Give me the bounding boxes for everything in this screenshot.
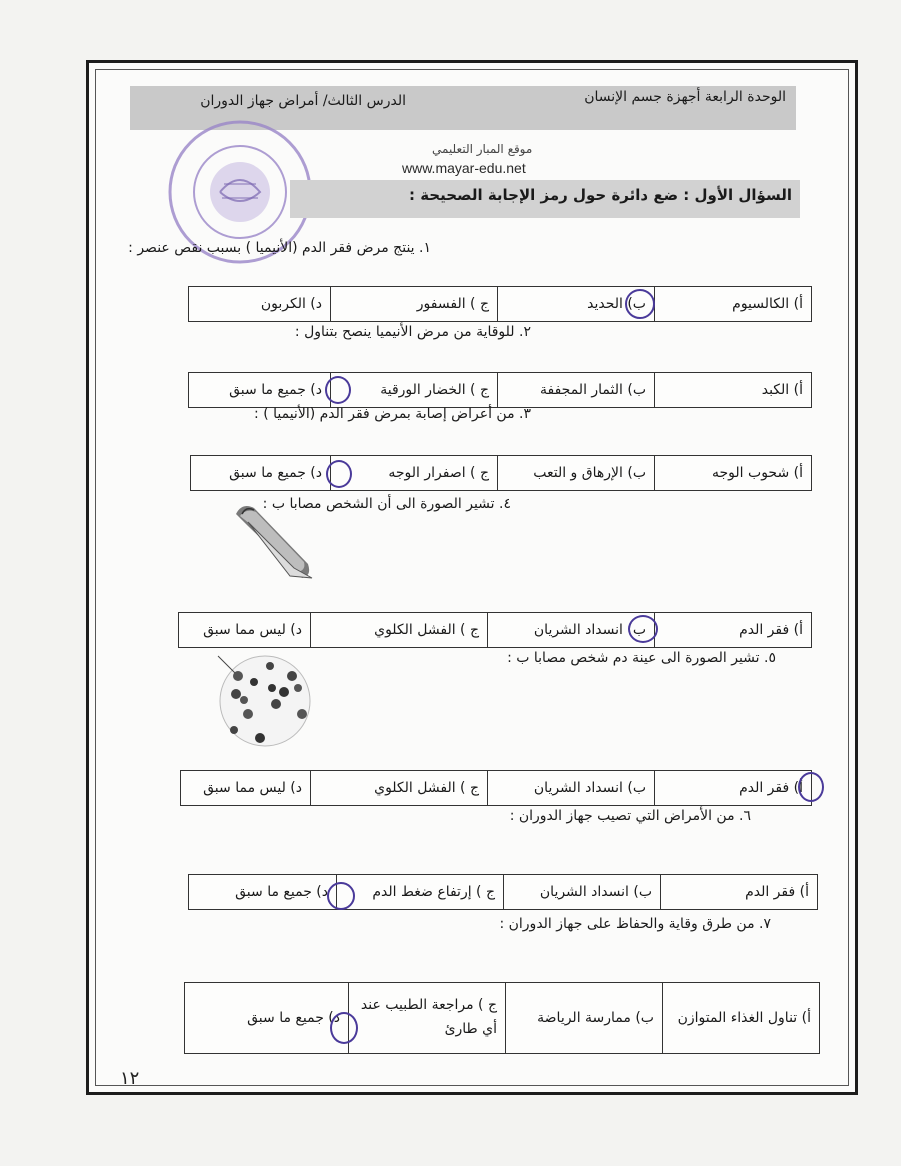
q5-option-d[interactable]: د) ليس مما سبق bbox=[181, 771, 311, 806]
section-title: السؤال الأول : ضع دائرة حول رمز الإجابة الصحيحة : bbox=[408, 186, 792, 204]
question-6: ٦. من الأمراض التي تصيب جهاز الدوران : bbox=[509, 808, 751, 824]
site-name-arabic: موقع المبار التعليمي bbox=[432, 142, 533, 156]
q4-option-a[interactable]: أ) فقر الدم bbox=[655, 613, 812, 648]
q7-option-d[interactable]: د) جميع ما سبق bbox=[185, 983, 349, 1054]
site-url[interactable]: www.mayar-edu.net bbox=[402, 160, 526, 176]
q2-option-c[interactable]: ج ) الخضار الورقية bbox=[331, 373, 498, 408]
question-3: ٣. من أعراض إصابة بمرض فقر الدم (الأنيميا ) : bbox=[254, 406, 531, 422]
q3-option-c[interactable]: ج ) اصفرار الوجه bbox=[331, 456, 498, 491]
q7-option-b[interactable]: ب) ممارسة الرياضة bbox=[506, 983, 663, 1054]
q6-option-c[interactable]: ج ) إرتفاع ضغط الدم bbox=[337, 875, 504, 910]
q5-option-b[interactable]: ب) انسداد الشريان bbox=[488, 771, 655, 806]
question-7: ٧. من طرق وقاية والحفاظ على جهاز الدوران : bbox=[499, 916, 771, 932]
question-4: ٤. تشير الصورة الى أن الشخص مصابا ب : bbox=[262, 496, 511, 512]
q4-option-c[interactable]: ج ) الفشل الكلوي bbox=[311, 613, 488, 648]
options-table-6 bbox=[188, 874, 818, 910]
options-table-2 bbox=[188, 372, 812, 408]
q2-option-d[interactable]: د) جميع ما سبق bbox=[189, 373, 331, 408]
q3-option-d[interactable]: د) جميع ما سبق bbox=[191, 456, 331, 491]
question-2: ٢. للوقاية من مرض الأنيميا ينصح بتناول : bbox=[294, 324, 531, 340]
q1-option-b[interactable]: ب) الحديد bbox=[498, 287, 655, 322]
unit-title: الوحدة الرابعة أجهزة جسم الإنسان bbox=[584, 89, 786, 105]
q5-option-c[interactable]: ج ) الفشل الكلوي bbox=[311, 771, 488, 806]
q3-option-a[interactable]: أ) شحوب الوجه bbox=[655, 456, 812, 491]
q6-option-a[interactable]: أ) فقر الدم bbox=[661, 875, 818, 910]
q2-option-b[interactable]: ب) الثمار المجففة bbox=[498, 373, 655, 408]
q4-option-b[interactable]: ب) انسداد الشريان bbox=[488, 613, 655, 648]
q7-option-c[interactable]: ج ) مراجعة الطبيب عند أي طارئ bbox=[349, 983, 506, 1054]
q2-option-a[interactable]: أ) الكبد bbox=[655, 373, 812, 408]
options-table-3 bbox=[190, 455, 812, 491]
options-table-1 bbox=[188, 286, 812, 322]
blood-sample-image bbox=[214, 652, 316, 748]
question-5: ٥. تشير الصورة الى عينة دم شخص مصابا ب : bbox=[507, 650, 776, 666]
q1-option-d[interactable]: د) الكربون bbox=[189, 287, 331, 322]
options-table-5 bbox=[180, 770, 812, 806]
page-number: ١٢ bbox=[120, 1068, 140, 1089]
q1-option-a[interactable]: أ) الكالسيوم bbox=[655, 287, 812, 322]
q4-option-d[interactable]: د) ليس مما سبق bbox=[179, 613, 311, 648]
section-title-band bbox=[290, 180, 800, 218]
q6-option-d[interactable]: د) جميع ما سبق bbox=[189, 875, 337, 910]
lesson-title: الدرس الثالث/ أمراض جهاز الدوران bbox=[200, 93, 406, 109]
question-1: ١. ينتج مرض فقر الدم (الأنيميا ) بسبب نقص عنصر : bbox=[128, 240, 431, 256]
options-table-7 bbox=[184, 982, 820, 1054]
options-table-4 bbox=[178, 612, 812, 648]
q3-option-b[interactable]: ب) الإرهاق و التعب bbox=[498, 456, 655, 491]
q6-option-b[interactable]: ب) انسداد الشريان bbox=[504, 875, 661, 910]
q7-option-a[interactable]: أ) تناول الغذاء المتوازن bbox=[663, 983, 820, 1054]
q5-option-a[interactable]: أ) فقر الدم bbox=[655, 771, 812, 806]
artery-image bbox=[228, 496, 318, 584]
q1-option-c[interactable]: ج ) الفسفور bbox=[331, 287, 498, 322]
